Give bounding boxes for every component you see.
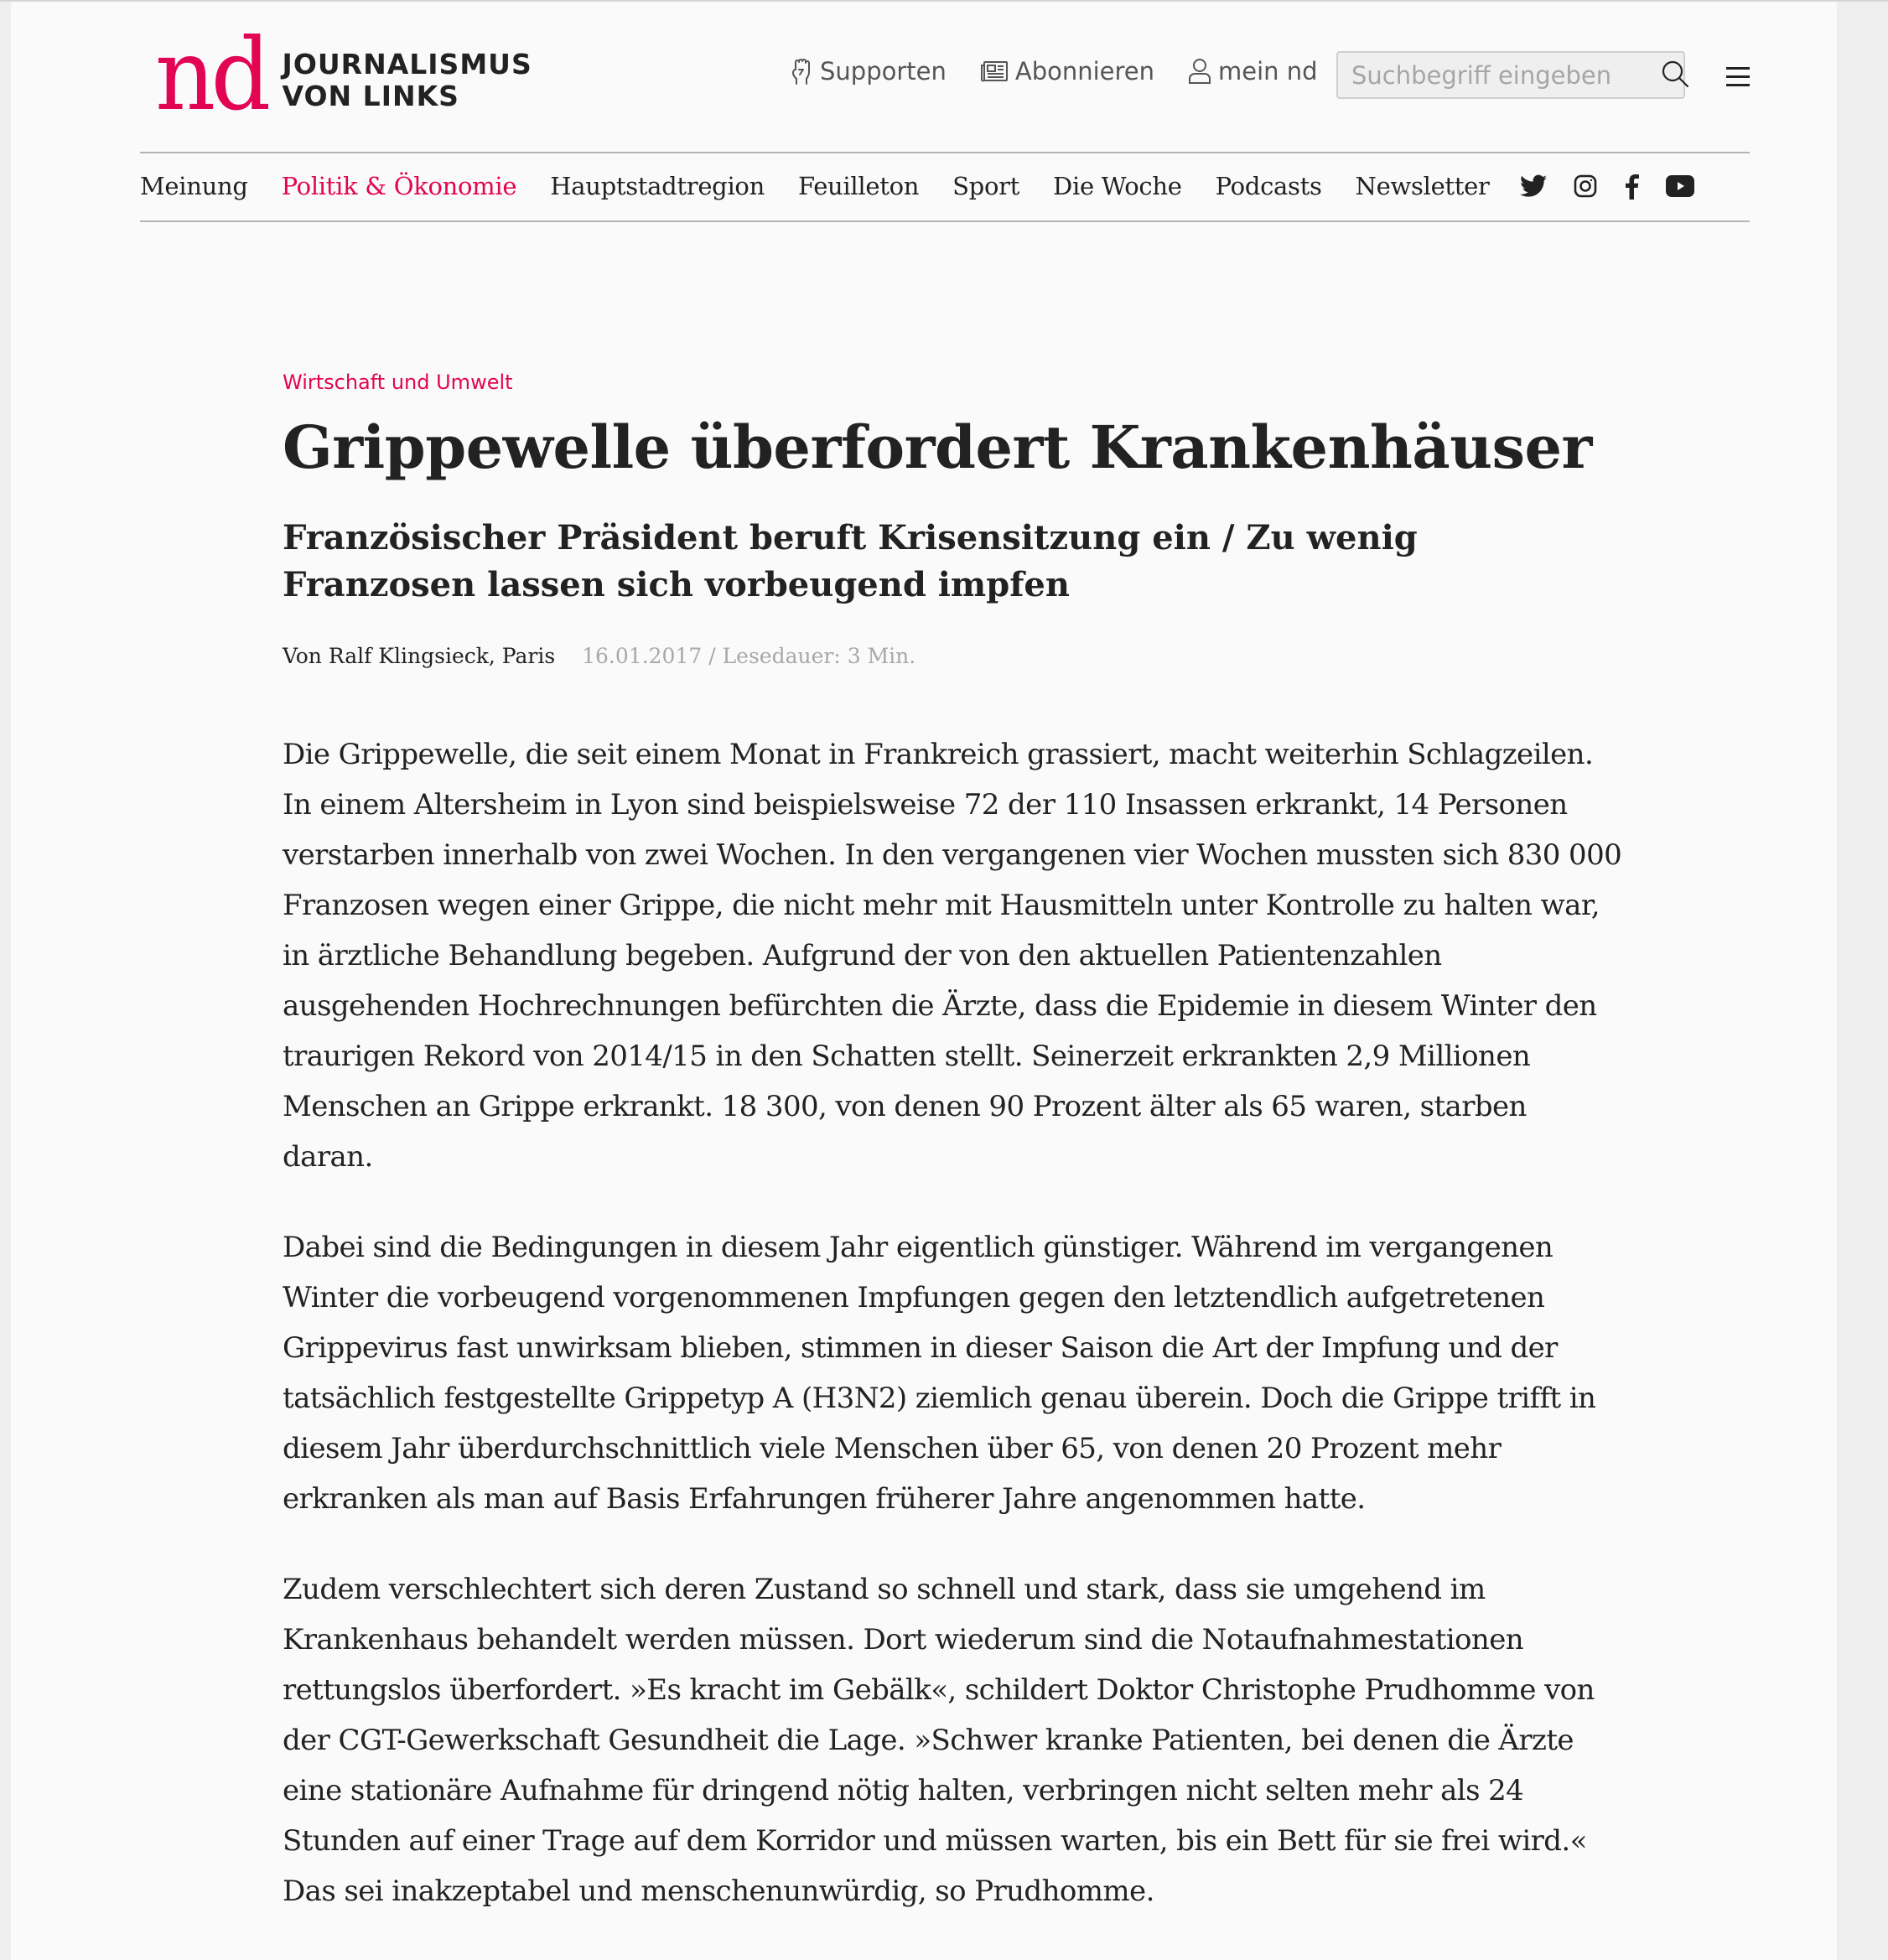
social-links: [1520, 173, 1694, 200]
nav-item-feuilleton[interactable]: Feuilleton: [797, 172, 920, 200]
search-icon: [1661, 60, 1689, 91]
abonnieren-link[interactable]: [980, 57, 1154, 86]
newspaper-icon: [980, 60, 1009, 82]
nav-item-podcasts[interactable]: Podcasts: [1215, 172, 1322, 200]
search-button[interactable]: [1661, 53, 1689, 97]
search-input[interactable]: [1338, 52, 1661, 98]
article-paragraph: Dabei sind die Bedingungen in diesem Jahr eigentlich günstiger. Während im vergangenen Winter die vorbeugend vorgenommenen Impfungen gegen den letztendlich aufgetretenen Grippevirus fast unwirksam blieben, stimmen in dieser Saison die Art der Impfung und der tatsächlich festgestellte Grippetyp A (H3N2) ziemlich genau überein. Doch die Grippe trifft in diesem Jahr überdurchschnittlich viele Menschen über 65, von denen 20 Prozent mehr erkranken als man auf Basis Erfahrungen früherer Jahre angenommen hatte.: [283, 1231, 1596, 1516]
article-byline: [283, 642, 1616, 671]
nav-item-die-woche[interactable]: Die Woche: [1053, 172, 1182, 200]
article: [283, 369, 1622, 1957]
nav-item-politik-oekonomie[interactable]: Politik & Ökonomie: [281, 172, 517, 200]
hamburger-menu-icon[interactable]: [1726, 67, 1750, 87]
nav-bottom-rule: [140, 220, 1750, 222]
nav-item-newsletter[interactable]: Newsletter: [1355, 172, 1490, 200]
user-icon: [1188, 58, 1211, 85]
nav-item-hauptstadtregion[interactable]: Hauptstadtregion: [550, 172, 765, 200]
search-box: [1336, 51, 1685, 99]
youtube-icon[interactable]: [1666, 174, 1694, 198]
article-kicker[interactable]: Wirtschaft und Umwelt: [283, 371, 513, 394]
nav-item-meinung[interactable]: Meinung: [140, 172, 248, 200]
mein-nd-link[interactable]: [1188, 57, 1318, 86]
nav-item-sport[interactable]: Sport: [952, 172, 1020, 200]
article-body: [283, 729, 1622, 1916]
logo-mark: nd: [155, 17, 267, 132]
raised-fist-icon: [791, 58, 813, 85]
article-date-readtime: 16.01.2017 / Lesedauer: 3 Min.: [582, 644, 916, 668]
top-links: [791, 57, 1318, 86]
nav-top-rule: [140, 152, 1750, 153]
article-subtitle: Französischer Präsident beruft Krisensitzung ein / Zu wenig Franzosen lassen sich vorbeugend impfen: [283, 518, 1418, 604]
mein-nd-label: mein nd: [1218, 57, 1318, 86]
site-logo[interactable]: [155, 17, 532, 132]
supporten-label: Supporten: [820, 57, 947, 86]
article-paragraph: Die Grippewelle, die seit einem Monat in Frankreich grassiert, macht weiterhin Schlagzeilen. In einem Altersheim in Lyon sind beispielsweise 72 der 110 Insassen erkrankt, 14 Personen verstarben innerhalb von zwei Wochen. In den vergangenen vier Wochen mussten sich 830 000 Franzosen wegen einer Grippe, die nicht mehr mit Hausmitteln unter Kontrolle zu halten war, in ärztliche Behandlung begeben. Aufgrund der von den aktuellen Patientenzahlen ausgehenden Hochrechnungen befürchten die Ärzte, dass die Epidemie in diesem Winter den traurigen Rekord von 2014/15 in den Schatten stellt. Seinerzeit erkrankten 2,9 Millionen Menschen an Grippe erkrankt. 18 300, von denen 90 Prozent älter als 65 waren, starben daran.: [283, 738, 1622, 1174]
logo-tagline-line1: JOURNALISMUS: [282, 48, 532, 80]
article-paragraph: Zudem verschlechtert sich deren Zustand so schnell und stark, dass sie umgehend im Krankenhaus behandelt werden müssen. Dort wiederum sind die Notaufnahmestationen rettungslos überfordert. »Es kracht im Gebälk«, schildert Doktor Christophe Prudhomme von der CGT-Gewerkschaft Gesundheit die Lage. »Schwer kranke Patienten, bei denen die Ärzte eine stationäre Aufnahme für dringend nötig halten, verbringen nicht selten mehr als 24 Stunden auf einer Trage auf dem Korridor und müssen warten, bis ein Bett für sie frei wird.« Das sei inakzeptabel und menschenunwürdig, so Prudhomme.: [283, 1573, 1595, 1908]
article-title: Grippewelle überfordert Krankenhäuser: [283, 412, 1592, 482]
instagram-icon[interactable]: [1574, 174, 1597, 198]
abonnieren-label: Abonnieren: [1014, 57, 1155, 86]
twitter-icon[interactable]: [1520, 174, 1547, 198]
facebook-icon[interactable]: [1624, 173, 1639, 200]
article-author: Von Ralf Klingsieck, Paris: [283, 644, 556, 668]
main-nav: [140, 164, 1694, 208]
logo-tagline-line2: VON LINKS: [282, 80, 459, 112]
logo-tagline: [283, 49, 532, 112]
supporten-link[interactable]: [791, 57, 947, 86]
